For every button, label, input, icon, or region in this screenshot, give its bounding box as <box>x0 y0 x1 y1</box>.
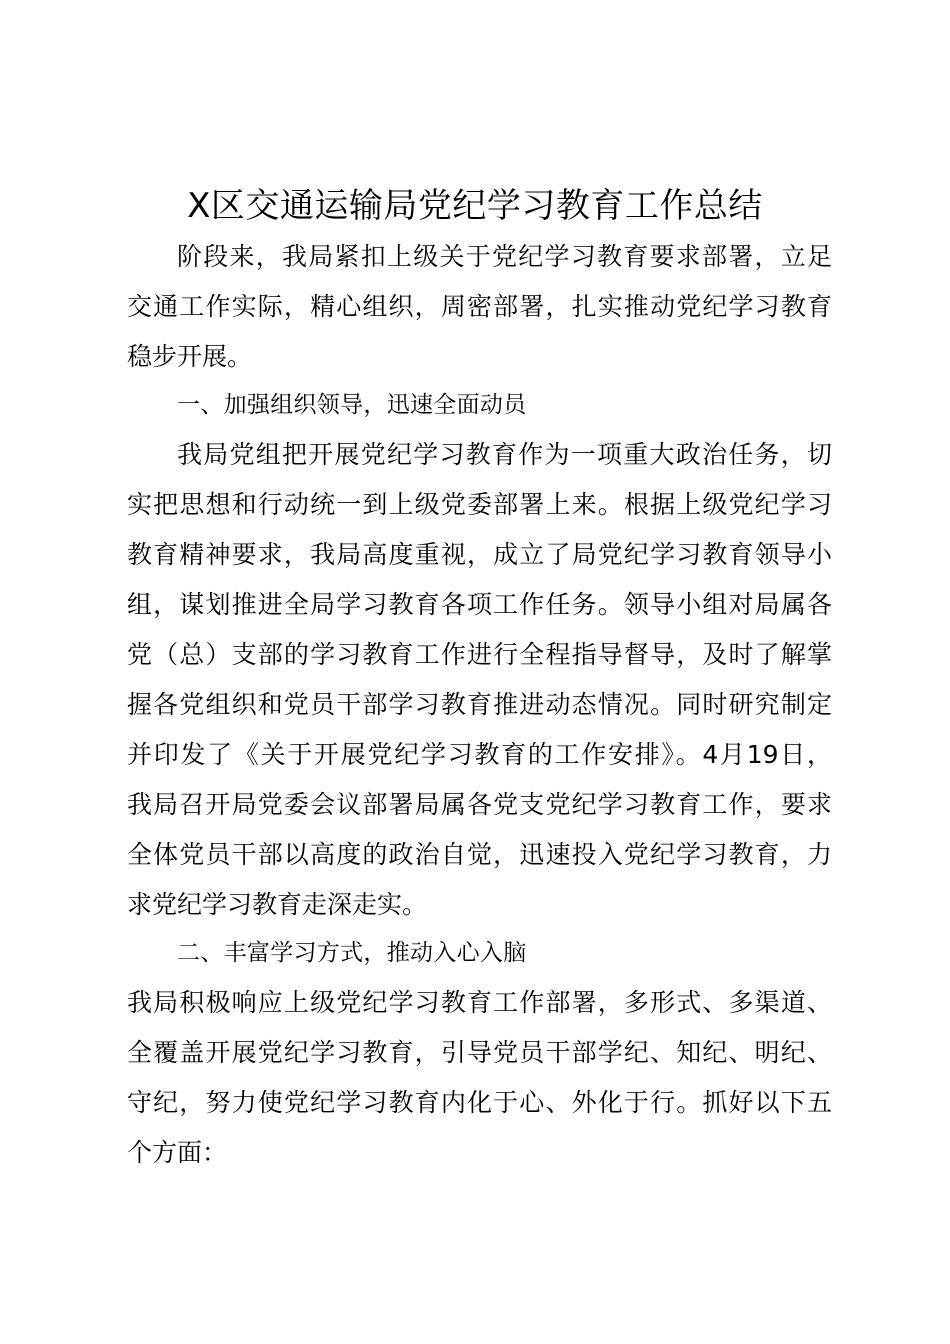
section1-line: 握各党组织和党员干部学习教育推进动态情况。同时研究制定 <box>127 690 832 719</box>
section1-line: 教育精神要求，我局高度重视，成立了局党纪学习教育领导小 <box>127 540 832 569</box>
section1-line: 我局召开局党委会议部署局属各党支党纪学习教育工作，要求 <box>127 790 832 819</box>
section1-line: 我局党组把开展党纪学习教育作为一项重大政治任务，切 <box>177 440 832 469</box>
section2-line: 全覆盖开展党纪学习教育，引导党员干部学纪、知纪、明纪、 <box>127 1038 832 1067</box>
intro-line: 交通工作实际，精心组织，周密部署，扎实推动党纪学习教育 <box>127 292 832 321</box>
document-title: X区交通运输局党纪学习教育工作总结 <box>187 186 763 226</box>
section2-line: 个方面： <box>127 1138 228 1167</box>
section-heading-1: 一、加强组织领导，迅速全面动员 <box>177 392 527 418</box>
intro-line: 稳步开展。 <box>127 342 253 371</box>
section1-line: 党（总）支部的学习教育工作进行全程指导督导，及时了解掌 <box>127 640 832 669</box>
section1-line: 组，谋划推进全局学习教育各项工作任务。领导小组对局属各 <box>127 590 832 619</box>
section1-line: 求党纪学习教育走深走实。 <box>127 890 428 919</box>
section1-line: 全体党员干部以高度的政治自觉，迅速投入党纪学习教育，力 <box>127 840 832 869</box>
section1-line: 并印发了《关于开展党纪学习教育的工作安排》。4月19日， <box>127 740 832 769</box>
section1-line: 实把思想和行动统一到上级党委部署上来。根据上级党纪学习 <box>127 490 832 519</box>
section2-line: 守纪，努力使党纪学习教育内化于心、外化于行。抓好以下五 <box>127 1088 832 1117</box>
section-heading-2: 二、丰富学习方式，推动入心入脑 <box>177 940 527 966</box>
section2-line: 我局积极响应上级党纪学习教育工作部署，多形式、多渠道、 <box>127 988 832 1017</box>
intro-line: 阶段来，我局紧扣上级关于党纪学习教育要求部署，立足 <box>177 242 832 271</box>
